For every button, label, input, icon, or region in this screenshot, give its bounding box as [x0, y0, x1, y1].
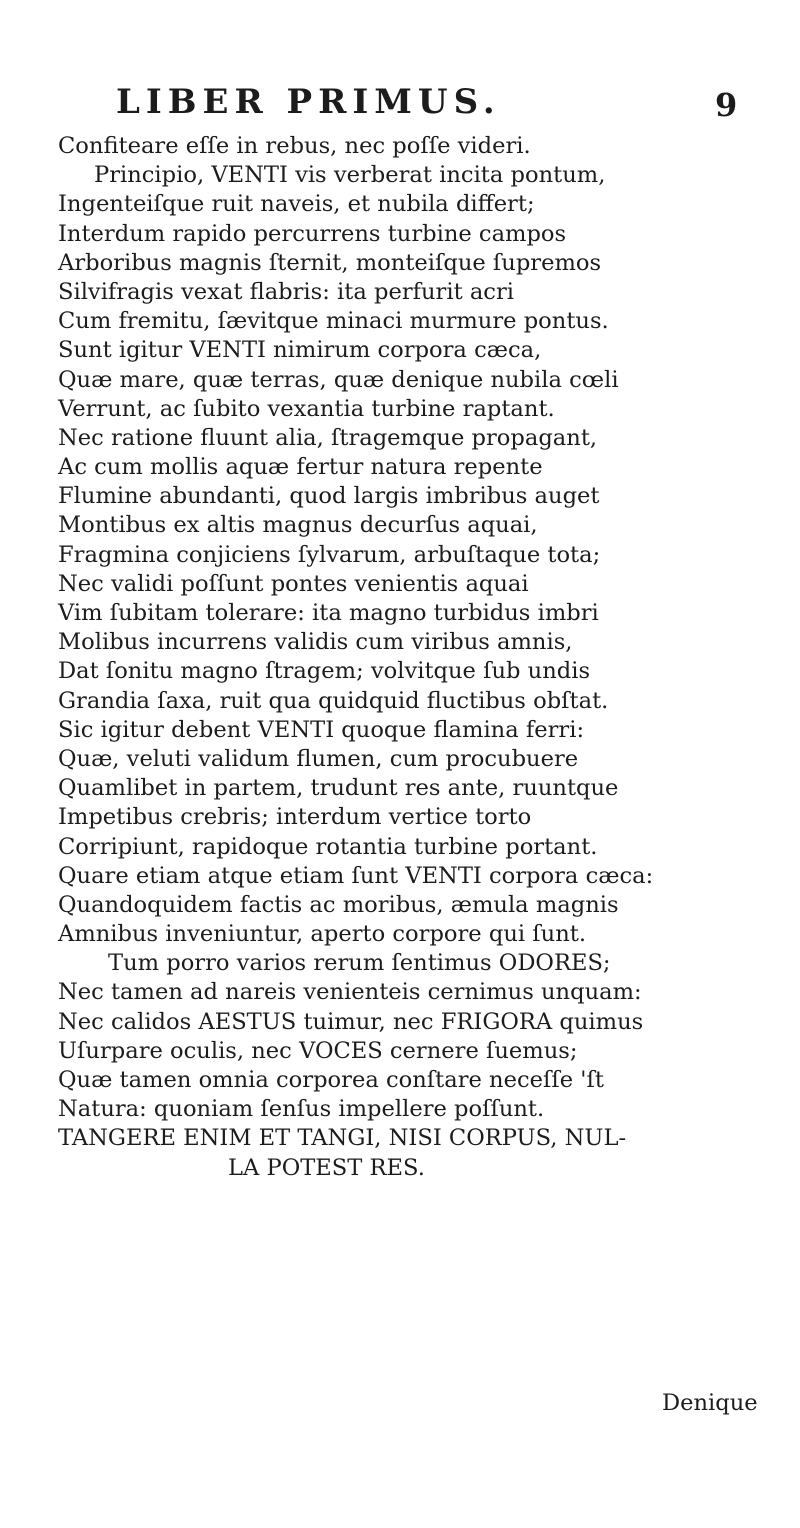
- catchword: Denique: [662, 1390, 758, 1416]
- verse-line: Nec validi poſſunt pontes venientis aquai: [58, 570, 529, 597]
- running-title: LIBER PRIMUS.: [116, 82, 501, 122]
- verse-line: Tum porro varios rerum ſentimus ODORES;: [108, 950, 611, 977]
- verse-line: LA POTEST RES.: [228, 1154, 425, 1181]
- verse-line: Cum fremitu, ſævitque minaci murmure pontus.: [58, 308, 609, 335]
- verse-line: Verrunt, ac ſubito vexantia turbine raptant.: [58, 395, 555, 422]
- verse-line: Nec calidos AESTUS tuimur, nec FRIGORA quimus: [58, 1008, 644, 1035]
- verse-line: Quamlibet in partem, trudunt res ante, ruuntque: [58, 775, 619, 802]
- verse-line: Silvifragis vexat flabris: ita perfurit acri: [58, 278, 514, 305]
- verse-line: Flumine abundanti, quod largis imbribus auget: [58, 483, 600, 510]
- verse-line: Amnibus inveniuntur, aperto corpore qui ſunt.: [58, 921, 587, 948]
- verse-line: Grandia ſaxa, ruit qua quidquid fluctibus obſtat.: [58, 687, 609, 714]
- verse-line: Quæ tamen omnia corporea conſtare neceſſe 'ſt: [58, 1067, 604, 1093]
- verse-line: Quare etiam atque etiam ſunt VENTI corpora cæca:: [58, 862, 654, 889]
- verse-line: TANGERE ENIM ET TANGI, NISI CORPUS, NUL-: [58, 1125, 627, 1152]
- verse-line: Vim ſubitam tolerare: ita magno turbidus imbri: [58, 600, 599, 626]
- verse-line: Arboribus magnis ſternit, monteiſque ſupremos: [58, 249, 602, 276]
- verse-line: Corripiunt, rapidoque rotantia turbine portant.: [58, 833, 598, 860]
- verse-line: Sic igitur debent VENTI quoque flamina ferri:: [58, 716, 585, 743]
- verse-line: Interdum rapido percurrens turbine campos: [58, 220, 567, 247]
- verse-line: Montibus ex altis magnus decurſus aquai,: [58, 512, 538, 539]
- verse-line: Principio, VENTI vis verberat incita pontum,: [94, 162, 606, 189]
- verse-line: Nec tamen ad nareis venienteis cernimus unquam:: [58, 979, 642, 1006]
- verse-line: Confiteare eſſe in rebus, nec poſſe videri.: [58, 133, 531, 159]
- verse-line: Ingenteiſque ruit naveis, et nubila differt;: [58, 191, 535, 218]
- verse-line: Quandoquidem factis ac moribus, æmula magnis: [58, 891, 619, 918]
- verse-line: Quæ mare, quæ terras, quæ denique nubila cœli: [58, 366, 619, 393]
- verse-line: Impetibus crebris; interdum vertice torto: [58, 804, 532, 831]
- verse-line: Quæ, veluti validum flumen, cum procubuere: [58, 745, 579, 772]
- page-number: 9: [715, 86, 738, 124]
- verse-line: Nec ratione fluunt alia, ſtragemque propagant,: [58, 424, 598, 451]
- verse-line: Fragmina conjiciens ſylvarum, arbuſtaque tota;: [58, 541, 601, 568]
- verse-line: Molibus incurrens validis cum viribus amnis,: [58, 629, 573, 656]
- verse-block: [58, 132, 788, 1183]
- verse-line: Uſurpare oculis, nec VOCES cernere ſuemus;: [58, 1037, 578, 1064]
- verse-line: Dat ſonitu magno ſtragem; volvitque ſub undis: [58, 658, 591, 685]
- verse-line: Ac cum mollis aquæ fertur natura repente: [58, 454, 543, 481]
- verse-line: Natura: quoniam ſenſus impellere poſſunt.: [58, 1096, 545, 1123]
- verse-line: Sunt igitur VENTI nimirum corpora cæca,: [58, 337, 542, 364]
